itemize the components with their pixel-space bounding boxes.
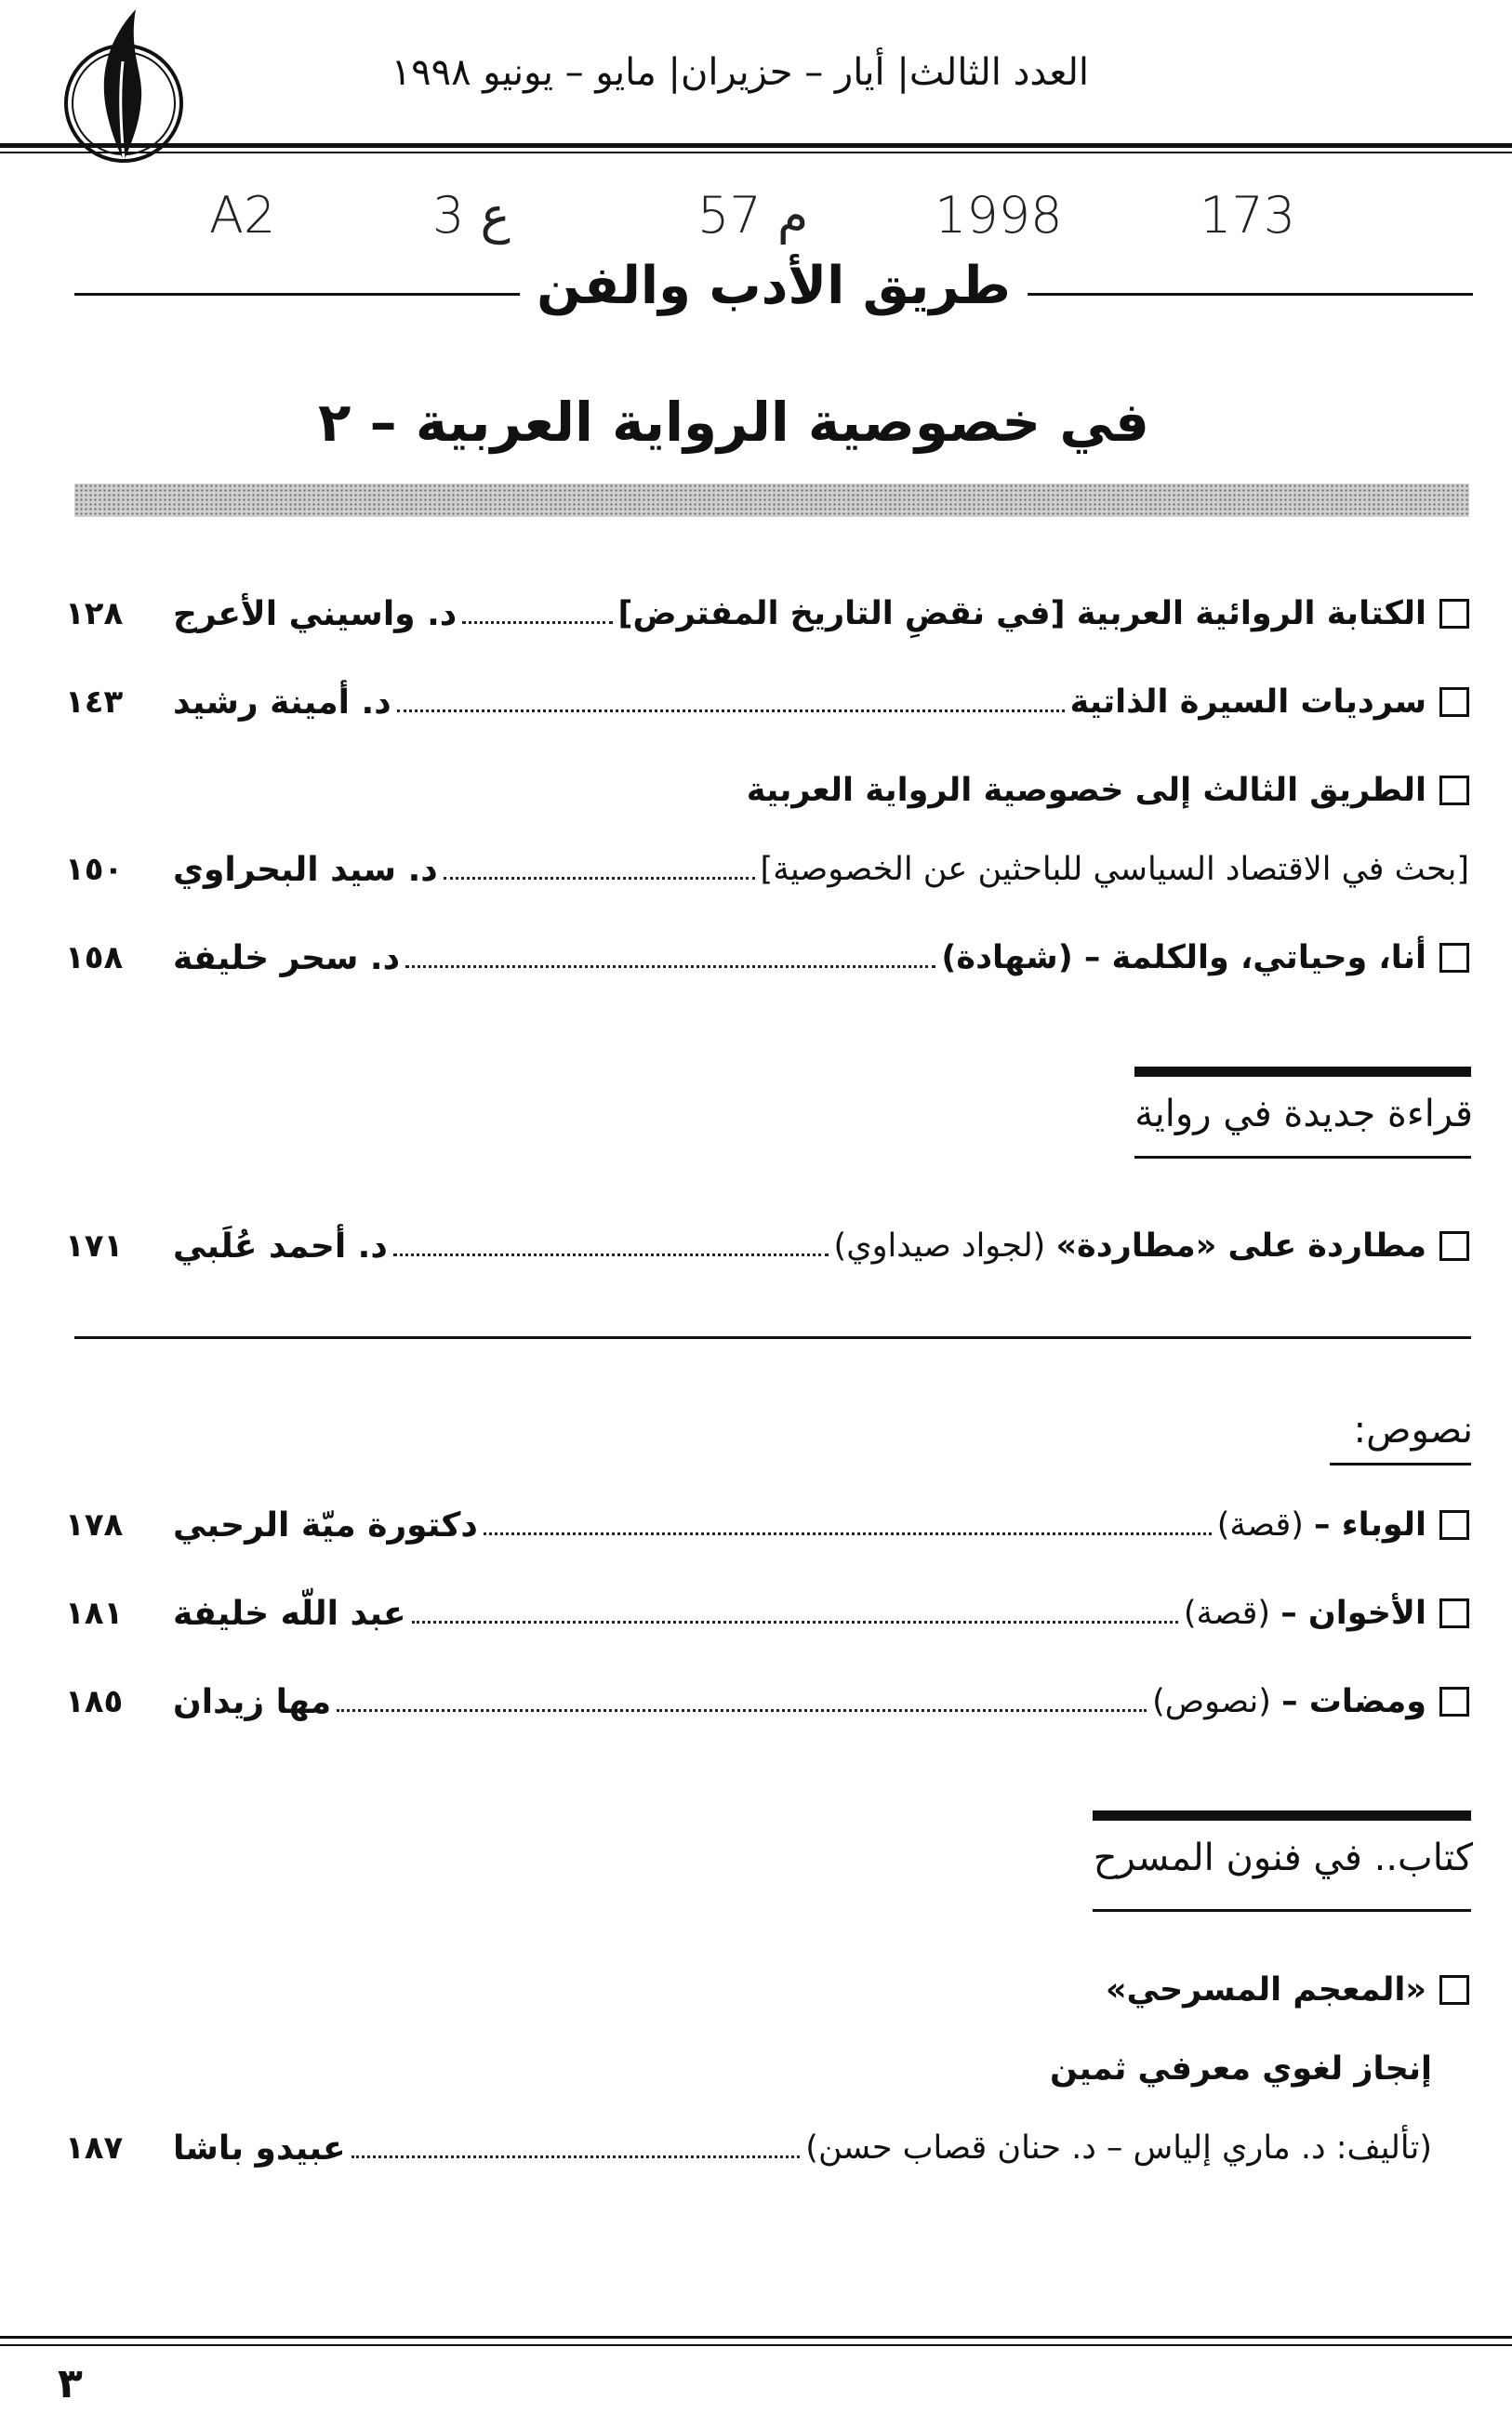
handwritten-note-d: 1998 xyxy=(935,186,1063,245)
author: د. أحمد عُلَبي xyxy=(173,1227,388,1266)
toc-entry[interactable] xyxy=(65,674,1469,730)
section-heading-texts: نصوص: xyxy=(1353,1409,1473,1452)
checkbox-icon xyxy=(1439,1975,1469,2005)
page-number: ١٥٨ xyxy=(65,939,124,976)
book-title: «المعجم المسرحي» xyxy=(1105,1971,1426,2009)
entry-subtitle: [بحث في الاقتصاد السياسي للباحثين عن الخصوصية] xyxy=(760,851,1469,888)
checkbox-icon xyxy=(1439,776,1469,805)
author: عبيدو باشا xyxy=(173,2129,346,2168)
author: د. سيد البحراوي xyxy=(173,850,438,889)
handwritten-note-e: 173 xyxy=(1200,186,1296,245)
author: مها زيدان xyxy=(173,1682,332,1721)
book-title-line[interactable] xyxy=(65,1962,1469,2018)
dot-leader xyxy=(462,621,612,624)
issue-line: العدد الثالث| أيار – حزيران| مايو – يونيو ١٩٩٨ xyxy=(391,51,1089,94)
author: عبد اللّه خليفة xyxy=(173,1594,406,1633)
entry-title: مطاردة على «مطاردة» (لجواد صيداوي) xyxy=(833,1227,1426,1265)
section-title-rule-left xyxy=(74,293,558,296)
main-title: في خصوصية الرواية العربية – ٢ xyxy=(318,391,1149,454)
handwritten-note-b: 3 ع xyxy=(432,186,511,245)
handwritten-note-c: 57 م xyxy=(697,186,809,245)
page-number: ١٧١ xyxy=(65,1227,124,1265)
footer-rule-thin xyxy=(0,2344,1512,2346)
divider-rule xyxy=(74,1336,1471,1339)
section-bottom-rule xyxy=(1093,1909,1471,1912)
toc-entry[interactable] xyxy=(65,842,1469,897)
book-subtitle: إنجاز لغوي معرفي ثمين xyxy=(1049,2050,1432,2088)
checkbox-icon xyxy=(1439,943,1469,973)
page-number: ١٨١ xyxy=(65,1595,124,1632)
checkbox-icon xyxy=(1439,1687,1469,1717)
entry-title: ومضات – (نصوص) xyxy=(1152,1683,1426,1720)
section-title: طريق الأدب والفن xyxy=(520,256,1028,316)
toc-entry[interactable] xyxy=(65,930,1469,986)
dot-leader xyxy=(484,1532,1212,1535)
checkbox-icon xyxy=(1439,1510,1469,1540)
section-heading-book: كتاب.. في فنون المسرح xyxy=(1093,1837,1473,1879)
entry-title: الأخوان – (قصة) xyxy=(1183,1595,1426,1632)
header-rule-thin xyxy=(0,152,1512,153)
checkbox-icon xyxy=(1439,1598,1469,1628)
dot-leader xyxy=(412,1621,1178,1624)
journal-logo-icon xyxy=(54,6,193,166)
handwritten-note-a: A2 xyxy=(209,186,276,245)
dotted-band xyxy=(74,484,1469,517)
toc-entry[interactable] xyxy=(65,1585,1469,1641)
author: د. أمينة رشيد xyxy=(173,683,391,722)
book-authors: (تأليف: د. ماري إلياس – د. حنان قصاب حسن) xyxy=(805,2129,1432,2167)
page-number: ١٥٠ xyxy=(65,851,124,888)
page-number: ١٨٥ xyxy=(65,1683,124,1720)
dot-leader xyxy=(393,1253,829,1256)
author: د. واسيني الأعرج xyxy=(173,594,458,633)
section-top-bar xyxy=(1134,1067,1471,1077)
toc-entry[interactable] xyxy=(65,586,1469,642)
section-top-bar xyxy=(1093,1810,1471,1821)
section-title-rule-right xyxy=(971,293,1473,296)
toc-entry[interactable] xyxy=(65,1218,1469,1274)
entry-title: أنا، وحياتي، والكلمة – (شهادة) xyxy=(941,939,1426,976)
section-bottom-rule xyxy=(1134,1156,1471,1159)
section-title-block xyxy=(74,256,1473,330)
section-bottom-rule xyxy=(1330,1463,1471,1465)
entry-title: الطريق الثالث إلى خصوصية الرواية العربية xyxy=(746,772,1426,809)
book-subtitle-line xyxy=(65,2041,1432,2097)
dot-leader xyxy=(337,1709,1147,1712)
checkbox-icon xyxy=(1439,687,1469,717)
toc-entry[interactable] xyxy=(65,1674,1469,1730)
page-number: ١٢٨ xyxy=(65,595,124,632)
footer-rule xyxy=(0,2336,1512,2339)
author: دكتورة ميّة الرحبي xyxy=(173,1505,478,1545)
page-number-footer: ٣ xyxy=(58,2360,83,2407)
checkbox-icon xyxy=(1439,1231,1469,1261)
author: د. سحر خليفة xyxy=(173,938,401,977)
dot-leader xyxy=(444,877,755,880)
dot-leader xyxy=(351,2155,801,2158)
toc-entry-line1[interactable] xyxy=(65,763,1469,818)
page-number: ١٨٧ xyxy=(65,2129,124,2167)
page-number: ١٧٨ xyxy=(65,1506,124,1544)
dot-leader xyxy=(405,965,935,968)
toc-entry[interactable] xyxy=(65,1497,1469,1553)
dot-leader xyxy=(397,710,1065,712)
toc-entry[interactable] xyxy=(65,2120,1469,2176)
header-rule xyxy=(0,143,1512,148)
page-number: ١٤٣ xyxy=(65,683,124,721)
checkbox-icon xyxy=(1439,599,1469,629)
entry-title: الكتابة الروائية العربية [في نقضِ التاريخ المفترض] xyxy=(617,595,1426,632)
section-heading-reading: قراءة جديدة في رواية xyxy=(1134,1093,1473,1135)
entry-title: الوباء – (قصة) xyxy=(1216,1506,1426,1544)
entry-title: سرديات السيرة الذاتية xyxy=(1069,683,1426,721)
